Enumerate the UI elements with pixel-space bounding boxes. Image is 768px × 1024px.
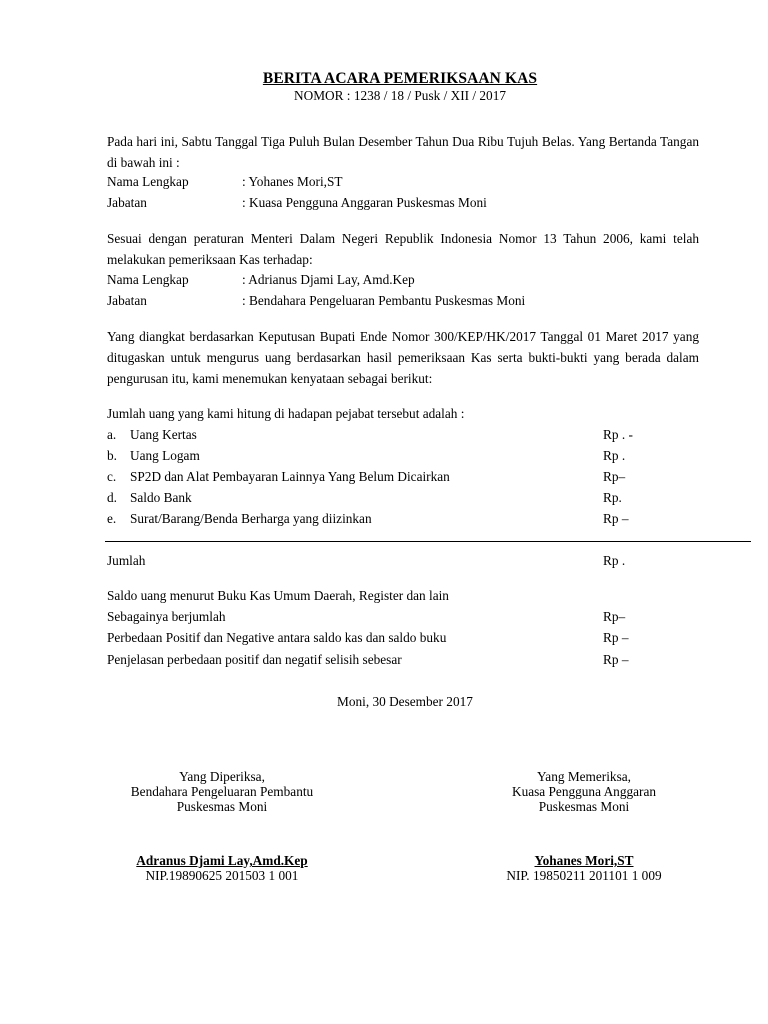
item-amount: Rp – (603, 511, 629, 526)
examined-position-row (107, 291, 707, 311)
document-number: NOMOR : 1238 / 18 / Pusk / XII / 2017 (293, 88, 507, 103)
item-label: SP2D dan Alat Pembayaran Lainnya Yang Belum Dicairkan (130, 469, 450, 484)
signature-role: Puskesmas Moni (538, 799, 630, 814)
signer-name: Adranus Djami Lay,Amd.Kep (136, 853, 308, 868)
signature-role: Yang Diperiksa, (179, 769, 265, 784)
item-label: Saldo Bank (130, 490, 192, 505)
signature-left (92, 769, 352, 814)
item-amount: Rp . (603, 448, 626, 463)
position-label: Jabatan (107, 195, 147, 210)
item-letter: c. (107, 469, 117, 484)
balance-line-2: Sebagainya berjumlah (107, 609, 226, 624)
signature-role: Puskesmas Moni (176, 799, 268, 814)
balance-amount-4: Rp – (603, 652, 629, 667)
signer-nip: NIP. 19850211 201101 1 009 (506, 868, 662, 883)
signature-role: Bendahara Pengeluaran Pembantu (130, 784, 314, 799)
examined-name-row (107, 270, 707, 290)
list-item (107, 488, 667, 508)
signature-role: Kuasa Pengguna Anggaran (511, 784, 656, 799)
item-letter: b. (107, 448, 117, 463)
list-item (107, 425, 667, 445)
signer-nip: NIP.19890625 201503 1 001 (145, 868, 299, 883)
total-divider (105, 541, 751, 542)
signature-right (454, 769, 714, 814)
examiner-name-row (107, 172, 707, 192)
item-amount: Rp– (603, 469, 626, 484)
examiner-position-row (107, 193, 707, 213)
list-item (107, 509, 667, 529)
balance-amount-3: Rp – (603, 630, 629, 645)
name-value: : Yohanes Mori,ST (242, 174, 343, 189)
item-letter: d. (107, 490, 117, 505)
signature-role: Yang Memeriksa, (537, 769, 631, 784)
balance-line-1: Saldo uang menurut Buku Kas Umum Daerah, Register dan lain (107, 588, 449, 603)
signature-left-name-block (92, 853, 352, 883)
list-item (107, 446, 667, 466)
signature-right-name-block (454, 853, 714, 883)
intro-paragraph: Pada hari ini, Sabtu Tanggal Tiga Puluh Bulan Desember Tahun Dua Ribu Tujuh Belas. Yang Bertanda Tangan di bawah ini : (107, 134, 699, 170)
item-amount: Rp. (603, 490, 622, 505)
total-label: Jumlah (107, 553, 146, 568)
list-item (107, 467, 667, 487)
item-label: Uang Kertas (130, 427, 197, 442)
item-letter: e. (107, 511, 117, 526)
total-amount: Rp . (603, 553, 626, 568)
document-title: BERITA ACARA PEMERIKSAAN KAS (262, 70, 538, 87)
position-value: : Kuasa Pengguna Anggaran Puskesmas Moni (242, 195, 487, 210)
place-date: Moni, 30 Desember 2017 (337, 694, 473, 709)
item-letter: a. (107, 427, 117, 442)
balance-line-3: Perbedaan Positif dan Negative antara saldo kas dan saldo buku (107, 630, 447, 645)
name-value: : Adrianus Djami Lay, Amd.Kep (242, 272, 415, 287)
regulation-paragraph: Sesuai dengan peraturan Menteri Dalam Negeri Republik Indonesia Nomor 13 Tahun 2006, kami telah melakukan pemeriksaan Kas terhadap: (107, 231, 699, 267)
position-value: : Bendahara Pengeluaran Pembantu Puskesmas Moni (242, 293, 526, 308)
name-label: Nama Lengkap (107, 174, 189, 189)
position-label: Jabatan (107, 293, 147, 308)
name-label: Nama Lengkap (107, 272, 189, 287)
decree-paragraph: Yang diangkat berdasarkan Keputusan Bupati Ende Nomor 300/KEP/HK/2017 Tanggal 01 Maret 2017 yang ditugaskan untuk mengurus uang berdasarkan hasil pemeriksaan Kas serta bukti-bukti yang berada dalam pengurusan itu, kami menemukan kenyataan sebagai berikut: (107, 329, 699, 386)
signer-name: Yohanes Mori,ST (534, 853, 634, 868)
count-intro: Jumlah uang yang kami hitung di hadapan pejabat tersebut adalah : (107, 406, 465, 421)
item-label: Surat/Barang/Benda Berharga yang diizinkan (130, 511, 372, 526)
balance-amount-2: Rp– (603, 609, 626, 624)
item-amount: Rp . - (603, 427, 633, 442)
balance-line-4: Penjelasan perbedaan positif dan negatif selisih sebesar (107, 652, 402, 667)
item-label: Uang Logam (130, 448, 200, 463)
